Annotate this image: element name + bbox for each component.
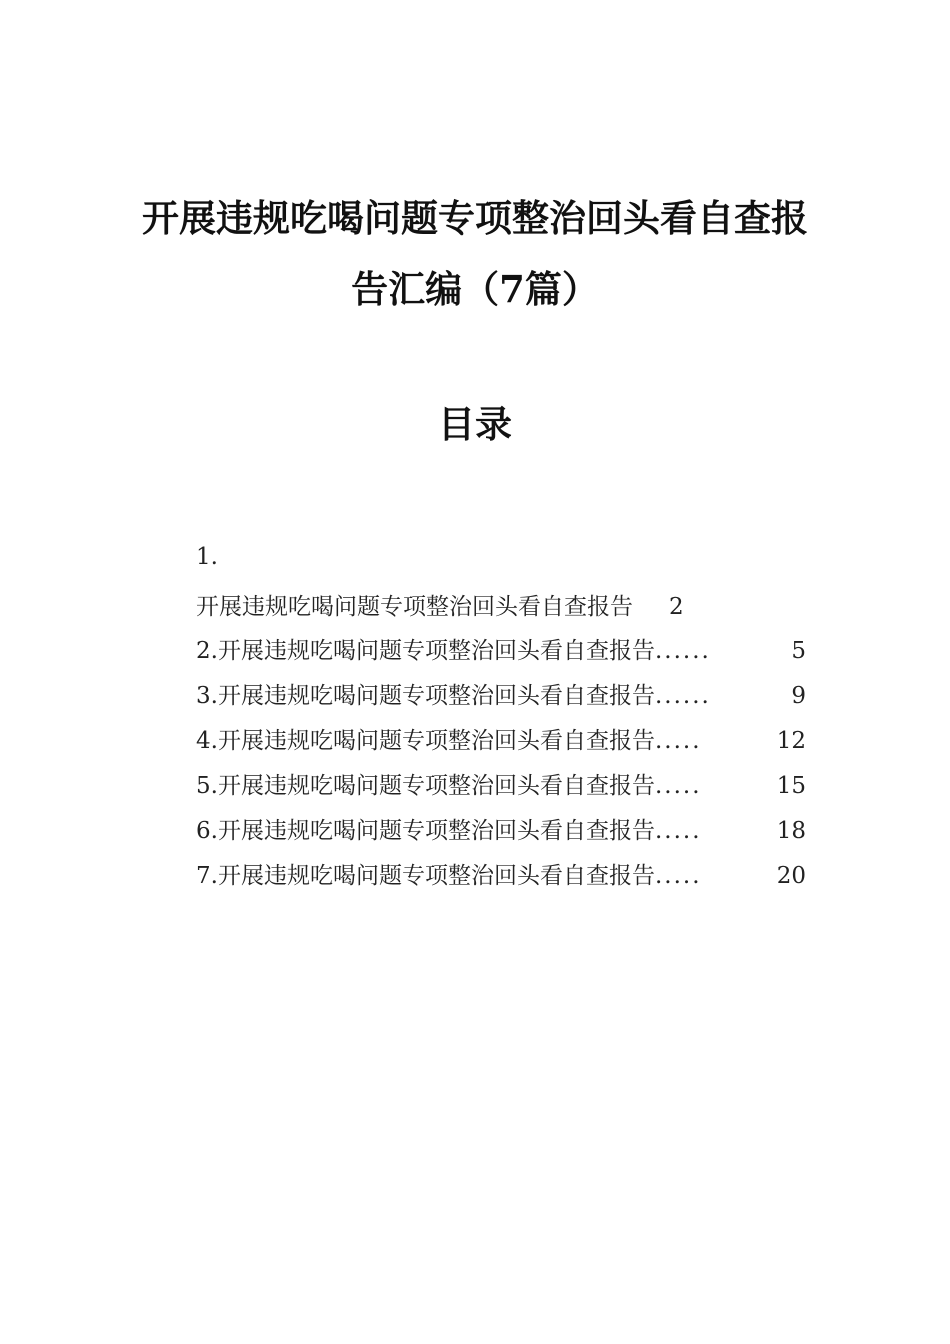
toc-entry-1-page: 2 [669,594,684,620]
toc-entry-1-title: 开展违规吃喝问题专项整治回头看自查报告 [196,594,633,620]
toc-entry-label: 7.开展违规吃喝问题专项整治回头看自查报告 [196,863,655,889]
toc-entry[interactable] [196,812,806,845]
toc-entry-label: 5.开展违规吃喝问题专项整治回头看自查报告 [196,773,655,799]
toc-entry-label: 2.开展违规吃喝问题专项整治回头看自查报告 [196,638,655,664]
toc-entry-label: 4.开展违规吃喝问题专项整治回头看自查报告 [196,728,655,754]
toc-entry-1-number[interactable]: 1. [196,544,218,570]
toc-entry-page: 20 [776,863,806,889]
toc-entry-page: 9 [791,683,806,709]
toc-leader-dots: ..... [654,773,702,799]
document-title-line-1: 开展违规吃喝问题专项整治回头看自查报 [142,196,808,240]
toc-heading: 目录 [438,402,512,446]
toc-entry-page: 5 [791,638,806,664]
toc-entry-page: 12 [776,728,806,754]
toc-entry-page: 18 [776,818,806,844]
toc-entry-label: 6.开展违规吃喝问题专项整治回头看自查报告 [196,818,655,844]
toc-entry[interactable] [196,722,806,755]
toc-entry[interactable] [196,677,806,710]
toc-leader-dots: ...... [654,683,711,709]
toc-entry[interactable] [196,857,806,890]
toc-entry-1[interactable] [196,588,684,621]
toc-leader-dots: ..... [654,818,702,844]
toc-leader-dots: ..... [654,728,702,754]
toc-entry[interactable] [196,632,806,665]
toc-leader-dots: ...... [654,638,711,664]
toc-entry-page: 15 [776,773,806,799]
toc-entry[interactable] [196,767,806,800]
toc-leader-dots: ..... [654,863,702,889]
document-title-line-2: 告汇编（7篇） [351,267,599,311]
toc-entry-label: 3.开展违规吃喝问题专项整治回头看自查报告 [196,683,655,709]
